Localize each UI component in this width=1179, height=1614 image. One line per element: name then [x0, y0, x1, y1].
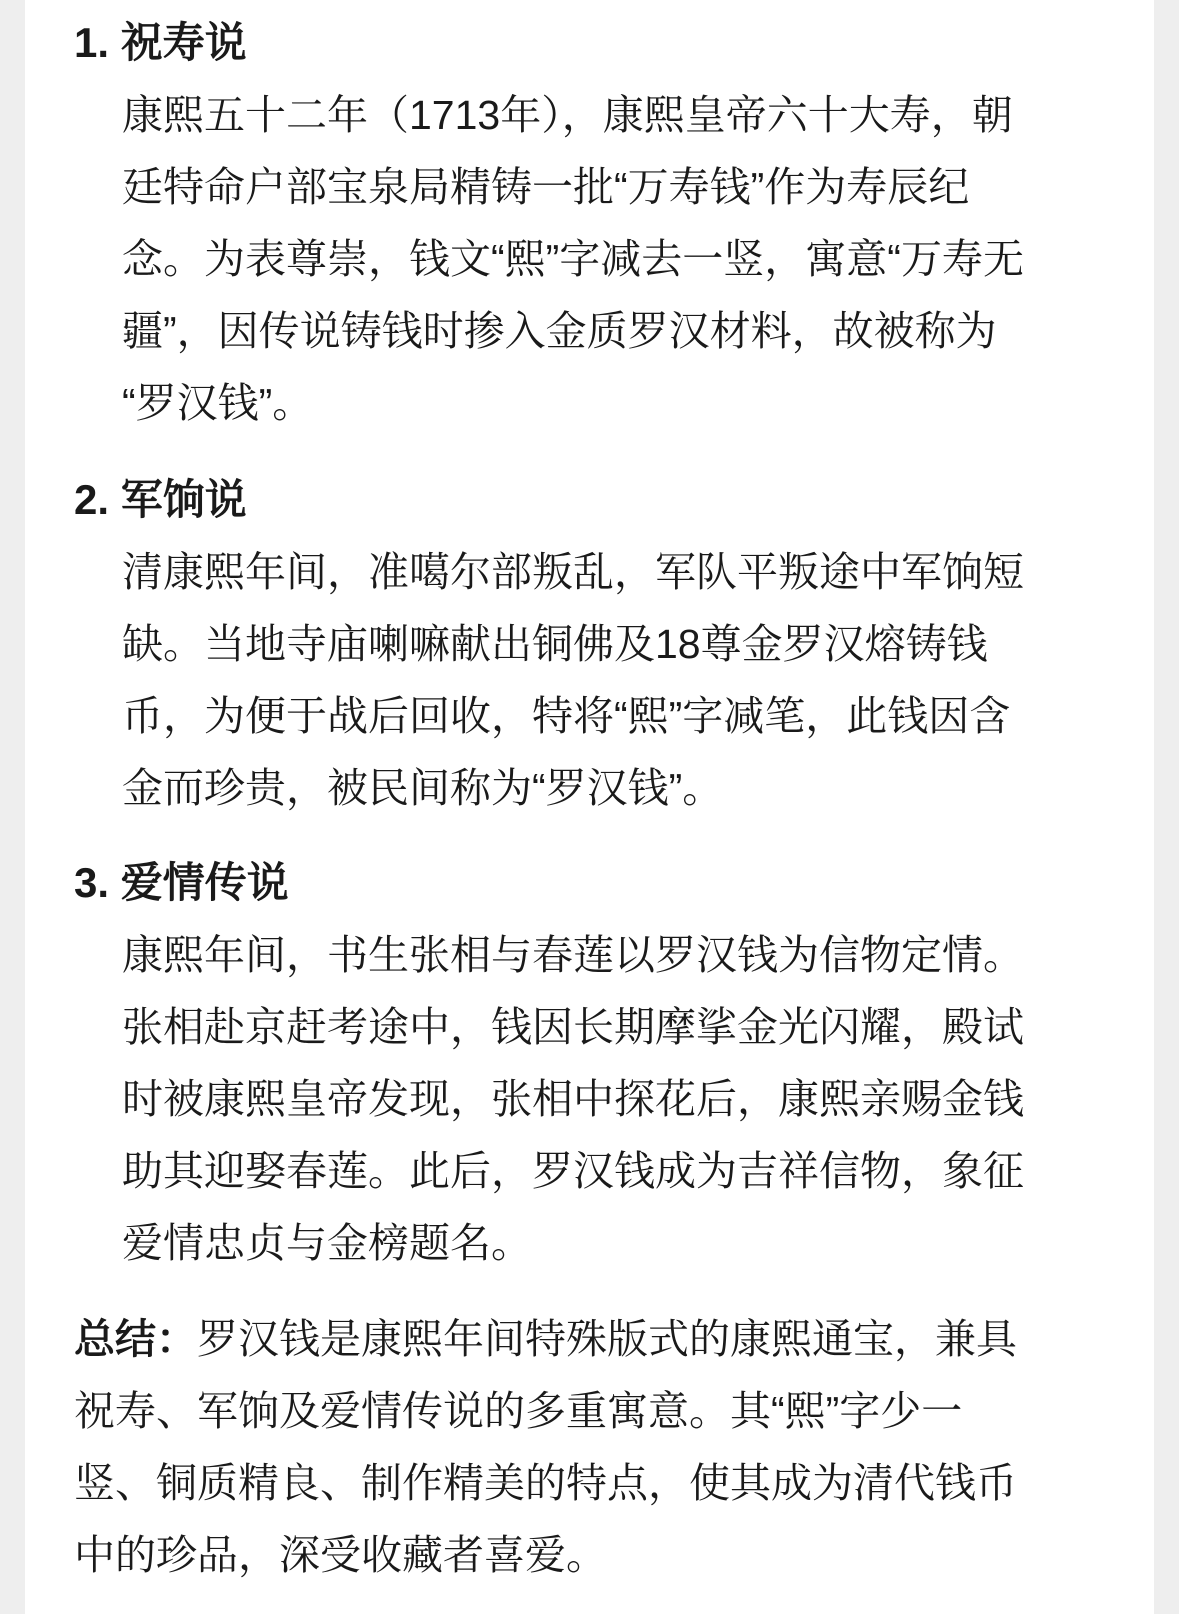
text-line: 币，为便于战后回收，特将“熙”字减笔，此钱因含	[122, 693, 1011, 739]
section-love-legend	[74, 847, 1134, 1279]
text-line: 时被康熙皇帝发现，张相中探花后，康熙亲赐金钱	[122, 1076, 1024, 1122]
section-heading: 2. 军饷说	[74, 476, 247, 523]
section-heading: 3. 爱情传说	[74, 859, 289, 906]
section-body	[74, 79, 1134, 439]
summary-first-line	[74, 1303, 1134, 1375]
text-line: 祝寿、军饷及爱情传说的多重寓意。其“熙”字少一	[74, 1388, 963, 1434]
text-line: 竖、铜质精良、制作精美的特点，使其成为清代钱币	[74, 1460, 1017, 1506]
summary-label: 总结：	[74, 1316, 197, 1362]
text-line: 康熙五十二年（1713年），康熙皇帝六十大寿，朝	[122, 92, 1013, 138]
summary	[74, 1303, 1134, 1591]
text-line: 廷特命户部宝泉局精铸一批“万寿钱”作为寿辰纪	[122, 164, 970, 210]
text-line: 疆”，因传说铸钱时掺入金质罗汉材料，故被称为	[122, 308, 997, 354]
section-body	[74, 536, 1134, 824]
text-line: 康熙年间，书生张相与春莲以罗汉钱为信物定情。	[122, 932, 1024, 978]
section-heading: 1. 祝寿说	[74, 19, 247, 66]
text-line: 缺。当地寺庙喇嘛献出铜佛及18尊金罗汉熔铸钱	[122, 621, 988, 667]
text-line: 金而珍贵，被民间称为“罗汉钱”。	[122, 765, 724, 811]
text-line: 爱情忠贞与金榜题名。	[122, 1220, 532, 1266]
section-body	[74, 919, 1134, 1279]
text-line: 中的珍品，深受收藏者喜爱。	[74, 1532, 607, 1578]
article-page	[25, 0, 1154, 1614]
text-line: 张相赴京赶考途中，钱因长期摩挲金光闪耀，殿试	[122, 1004, 1024, 1050]
section-zhushou	[74, 7, 1134, 439]
text-line: 助其迎娶春莲。此后，罗汉钱成为吉祥信物，象征	[122, 1148, 1024, 1194]
text-line: 罗汉钱是康熙年间特殊版式的康熙通宝，兼具	[197, 1316, 1017, 1362]
text-line: 念。为表尊崇，钱文“熙”字减去一竖，寓意“万寿无	[122, 236, 1024, 282]
text-line: “罗汉钱”。	[122, 380, 314, 426]
text-line: 清康熙年间，准噶尔部叛乱，军队平叛途中军饷短	[122, 549, 1024, 595]
section-junxiang	[74, 464, 1134, 824]
